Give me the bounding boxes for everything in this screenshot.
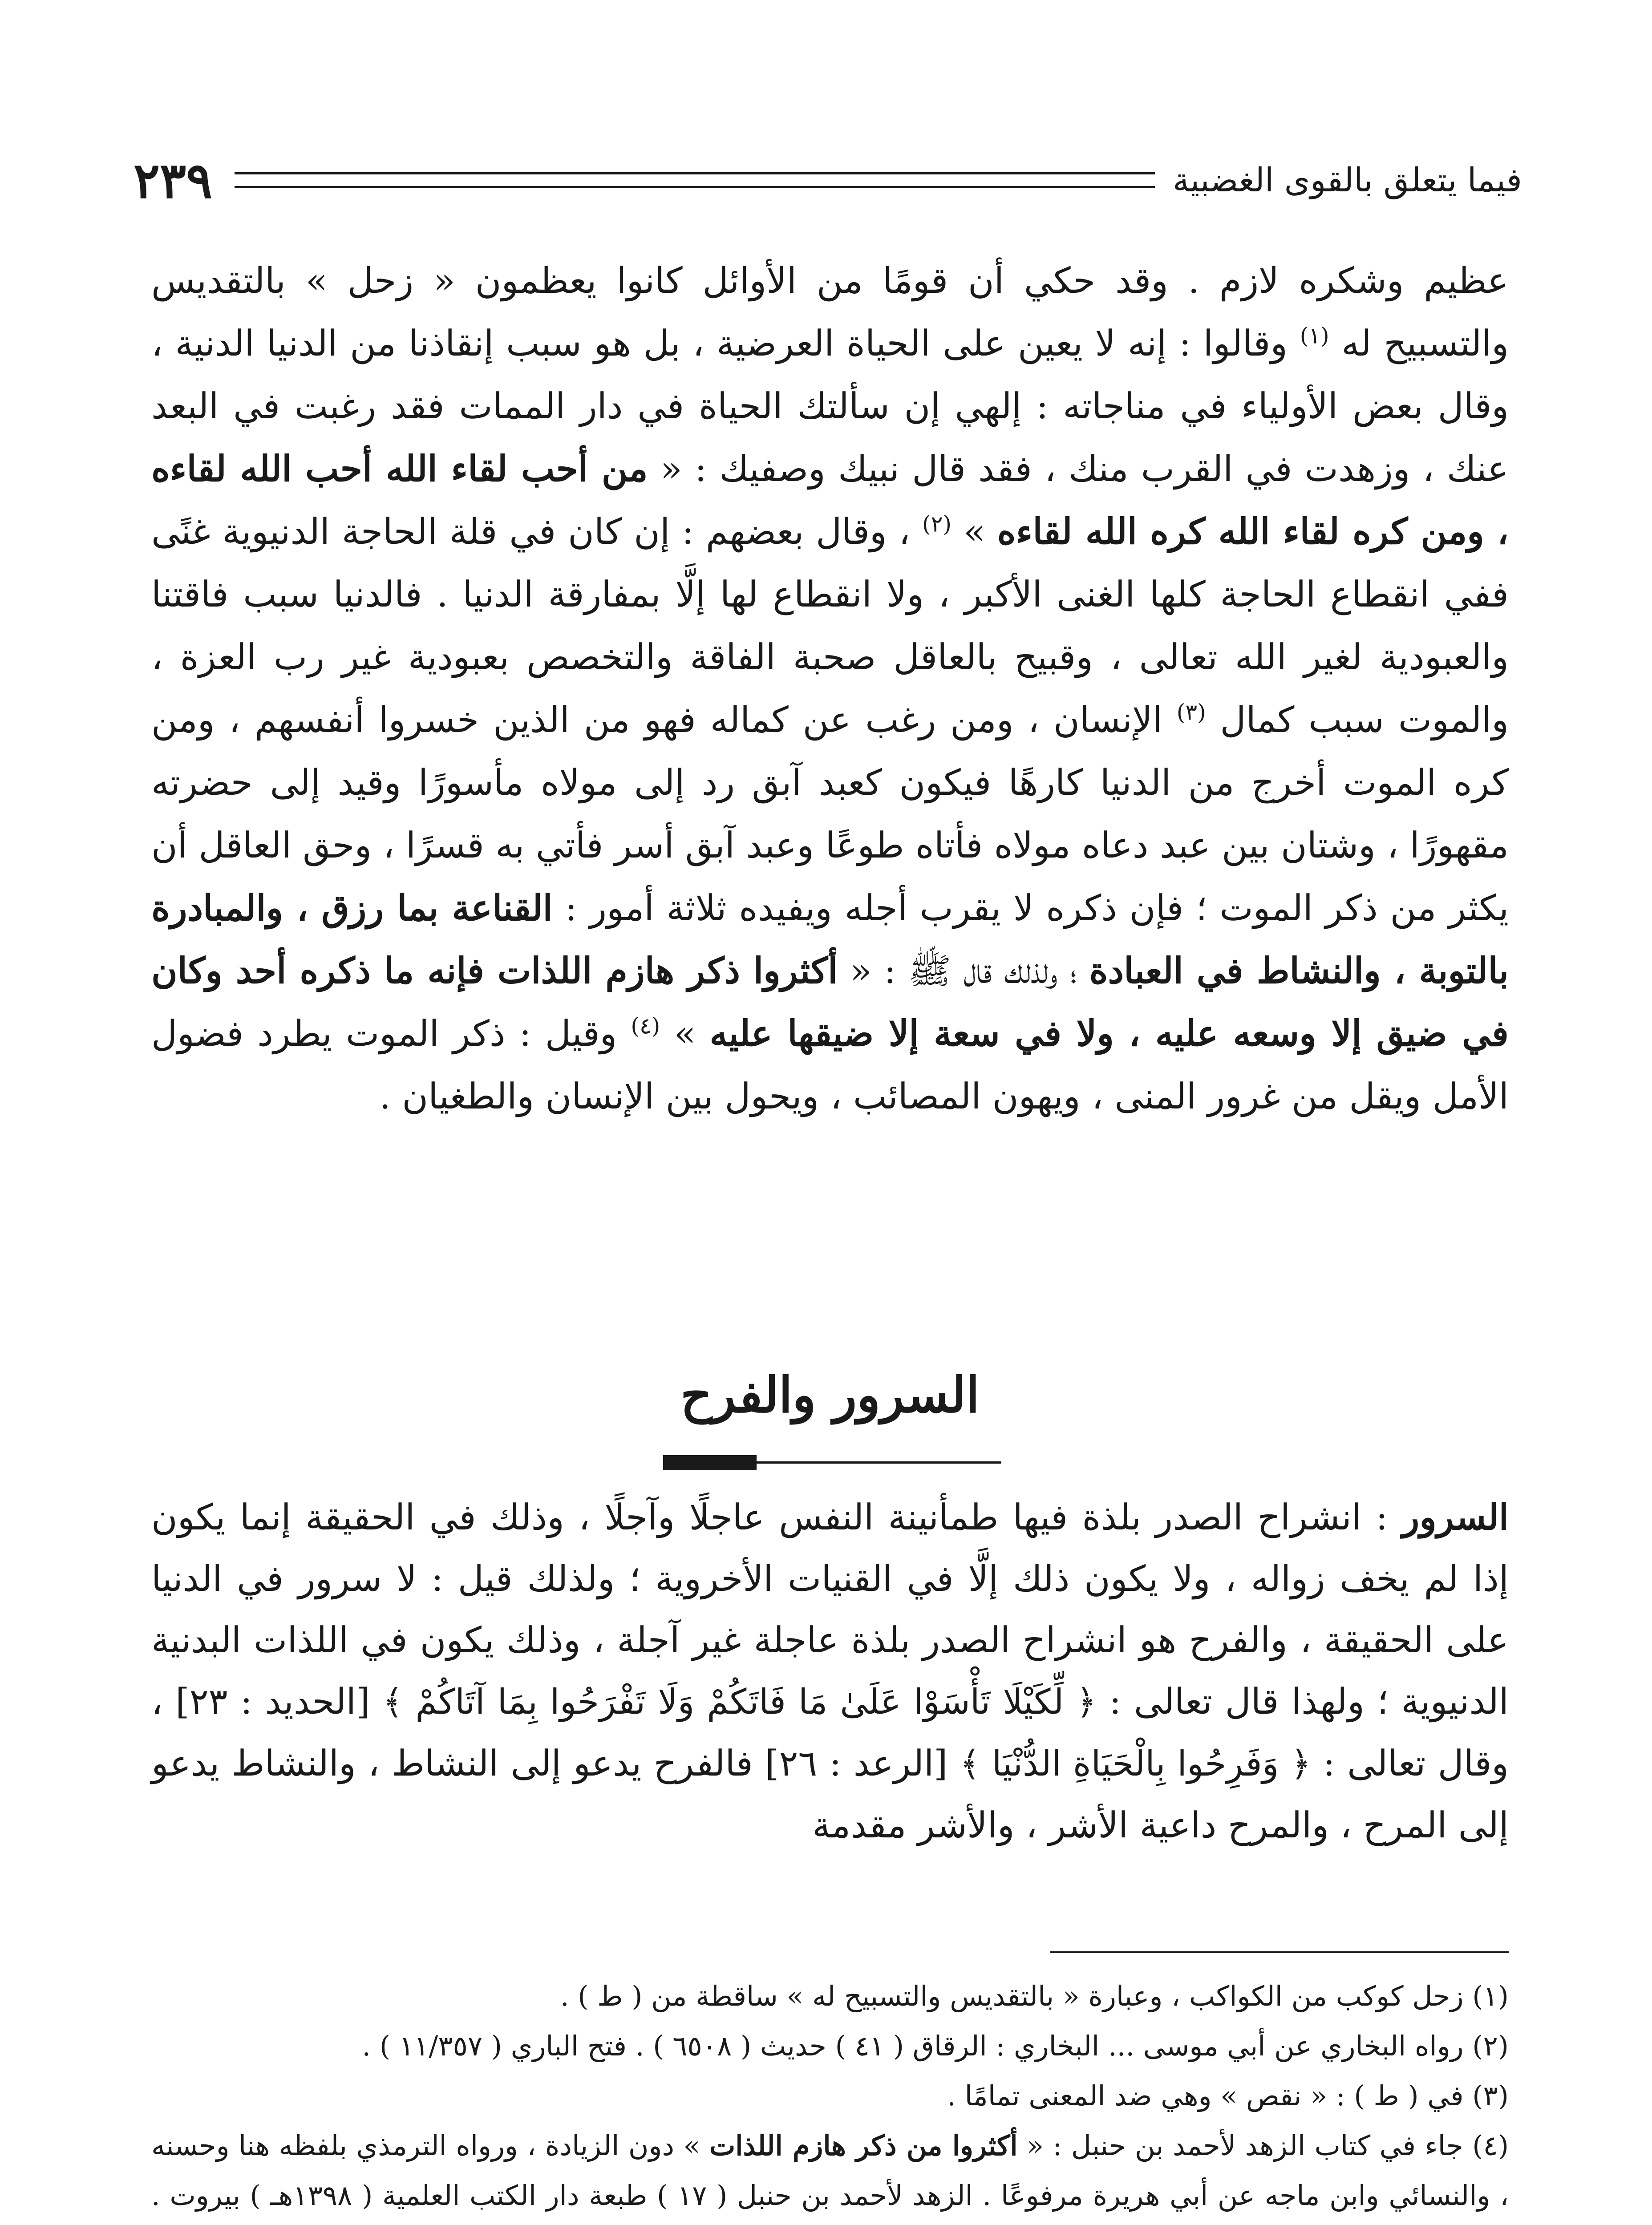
text-run: عظيم وشكره لازم . وقد حكي أن قومًا من الأوائل كانوا يعظمون « زحل » بالتقديس والتسبيح له bbox=[151, 260, 1509, 364]
footnote bbox=[151, 2121, 1509, 2225]
three-matters: القناعة بما رزق ، والمبادرة بالتوبة ، والنشاط في العبادة bbox=[151, 887, 1509, 991]
text-run: الإنسان ، ومن رغب عن كماله فهو من الذين خسروا أنفسهم ، ومن كره الموت أخرج من الدنيا كارهًا فيكون كعبد آبق رد إلى مولاه مأسورًا وقيد إلى حضرته مقهورًا ، وشتان بين عبد دعاه مولاه فأتاه طوعًا وعبد آبق أسر فأتي به قسرًا ، وحق العاقل أن يكثر من ذكر الموت ؛ فإن ذكره لا يقرب أجله ويفيده ثلاثة أمور : bbox=[151, 699, 1509, 929]
text-run: ؛ ولذلك قال ﷺ : « bbox=[838, 950, 1089, 991]
footnote-ref: (٢) bbox=[922, 511, 952, 537]
text-run: ، وقال تعالى : bbox=[151, 1681, 1509, 1784]
header-rule bbox=[235, 172, 1155, 188]
quran-verse: ﴿ وَفَرِحُوا بِالْحَيَاةِ الدُّنْيَا ﴾ bbox=[960, 1744, 1311, 1784]
page-number: ٢٣٩ bbox=[134, 151, 213, 209]
verse-reference: [الرعد : ٢٦] bbox=[753, 1743, 960, 1784]
footnote: (٣) في ( ط ) : « نقص » وهي ضد المعنى تمامًا . bbox=[947, 2079, 1509, 2112]
paragraph bbox=[151, 249, 1509, 1128]
footnote-ref: (٤) bbox=[631, 1013, 660, 1039]
heading-ornament bbox=[663, 1455, 757, 1470]
text-run: (٤) جاء في كتاب الزهد لأحمد بن حنبل : « bbox=[1017, 2129, 1509, 2162]
section-heading: السرور والفرح bbox=[680, 1366, 980, 1424]
text-run: وقالوا : إنه لا يعين على الحياة العرضية ، بل هو سبب إنقاذنا من الدنيا الدنية ، وقال بعض الأولياء في مناجاته : إلهي إن سألتك الحياة في دار الممات فقد رغبت في البعد عنك ، وزهدت في القرب منك ، فقد قال نبيك وصفيك : « bbox=[151, 323, 1509, 490]
text-run: وقيل : ذكر الموت يطرد فضول الأمل ويقل من غرور المنى ، ويهون المصائب ، ويحول بين الإنسان والطغيان . bbox=[151, 1013, 1509, 1117]
hadith-quote: من أحب لقاء الله أحب الله لقاءه ، ومن كره لقاء الله كره الله لقاءه bbox=[151, 448, 1509, 552]
section-text bbox=[151, 1486, 1509, 1856]
text-run: » دون الزيادة ، ورواه الترمذي بلفظه هنا وحسنه ، والنسائي وابن ماجه عن أبي هريرة مرفوعًا . الزهد لأحمد بن حنبل ( ١٧ ) طبعة دار الكتب العلمية ( ١٣٩٨هـ ) بيروت . bbox=[151, 2129, 1509, 2212]
running-title: فيما يتعلق بالقوى الغضبية bbox=[1172, 161, 1522, 199]
text-run: » bbox=[952, 511, 997, 552]
quran-verse: ﴿ لِّكَيْلَا تَأْسَوْا عَلَىٰ مَا فَاتَكُمْ وَلَا تَفْرَحُوا بِمَا آتَاكُمْ ﴾ bbox=[382, 1682, 1097, 1722]
verse-reference: [الحديد : ٢٣] bbox=[162, 1681, 383, 1722]
hadith-quote: أكثروا ذكر هازم اللذات فإنه ما ذكره أحد وكان في ضيق إلا وسعه عليه ، ولا في سعة إلا ضيقها عليه bbox=[151, 950, 1509, 1054]
text-run: » bbox=[660, 1013, 710, 1054]
footnote: (٢) رواه البخاري عن أبي موسى ... البخاري : الرقاق ( ٤١ ) حديث ( ٦٥٠٨ ) . فتح الباري ( ١١/٣٥٧ ) . bbox=[362, 2030, 1509, 2062]
text-run: فالفرح يدعو إلى النشاط ، والنشاط يدعو إلى المرح ، والمرح داعية الأشر ، والأشر مقدمة bbox=[151, 1743, 1509, 1846]
text-run: : انشراح الصدر بلذة فيها طمأنينة النفس عاجلًا وآجلًا ، وذلك في الحقيقة إنما يكون إذا لم يخف زواله ، ولا يكون ذلك إلَّا في القنيات الأخروية ؛ ولذلك قيل : لا سرور في الدنيا على الحقيقة ، والفرح هو انشراح الصدر بلذة عاجلة غير آجلة ، وذلك يكون في اللذات البدنية الدنيوية ؛ ولهذا قال تعالى : bbox=[151, 1497, 1509, 1722]
defined-term: السرور bbox=[1402, 1496, 1509, 1538]
footnotes bbox=[151, 1971, 1509, 2225]
hadith-quote: أكثروا من ذكر هازم اللذات bbox=[709, 2129, 1018, 2162]
footnote-ref: (٣) bbox=[1176, 699, 1206, 725]
text-run: ، وقال بعضهم : إن كان في قلة الحاجة الدنيوية غنًى ففي انقطاع الحاجة كلها الغنى الأكبر ، ولا انقطاع لها إلَّا بمفارقة الدنيا . فالدنيا سبب فاقتنا والعبودية لغير الله تعالى ، وقبيح بالعاقل صحبة الفاقة والتخصص بعبودية غير رب العزة ، والموت سبب كمال bbox=[151, 511, 1509, 740]
page-header bbox=[134, 151, 1522, 209]
paragraph bbox=[151, 1486, 1509, 1856]
footnote-rule bbox=[1050, 1951, 1509, 1953]
main-text bbox=[151, 249, 1509, 1128]
footnote-ref: (١) bbox=[1300, 323, 1329, 349]
footnote: (١) زحل كوكب من الكواكب ، وعبارة « بالتقديس والتسبيح له » ساقطة من ( ط ) . bbox=[560, 1980, 1509, 2012]
